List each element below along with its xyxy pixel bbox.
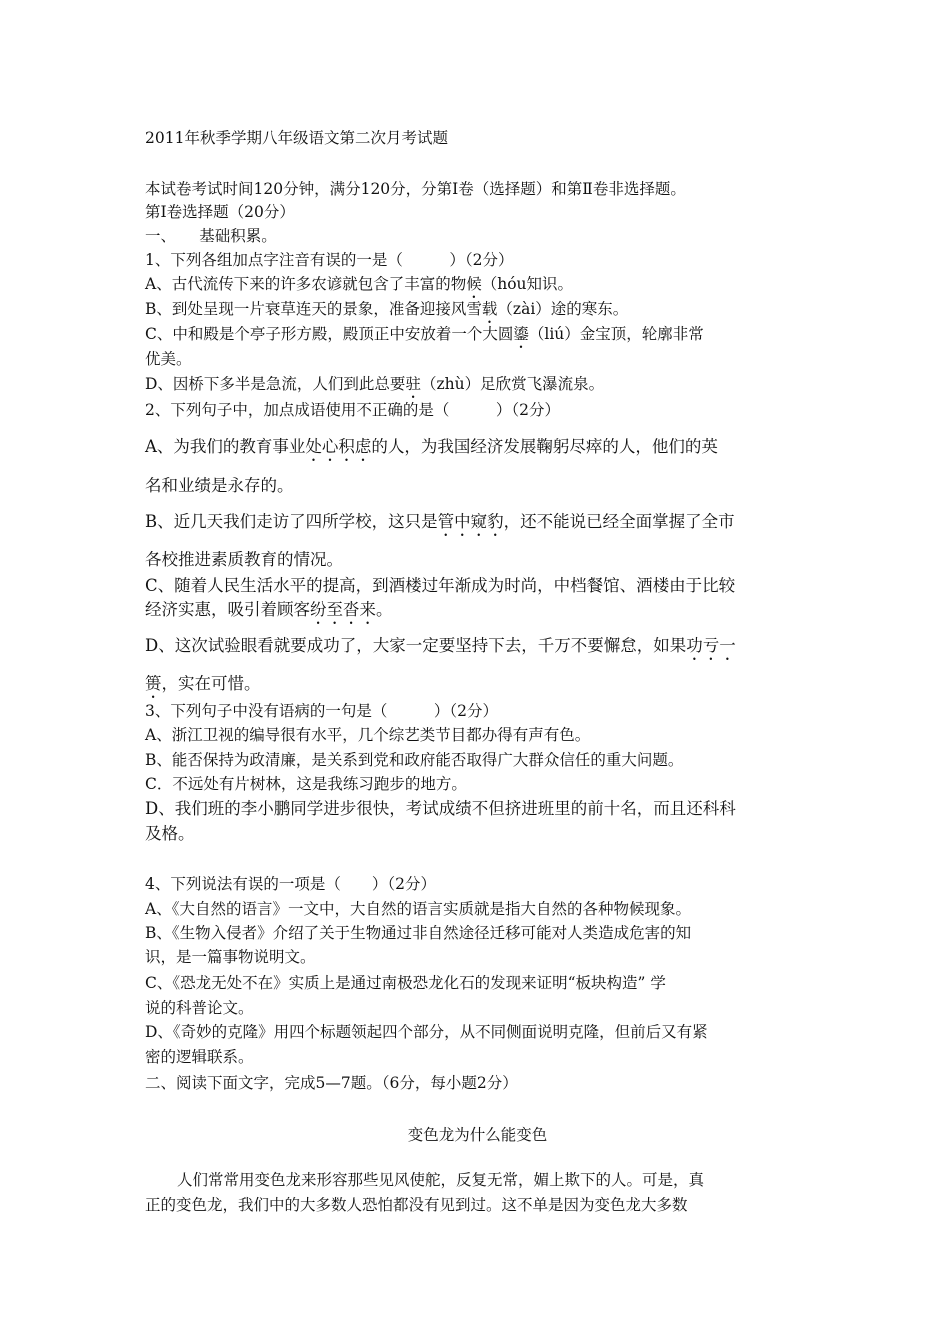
q4-option-c-cont: 说的科普论文。 (145, 999, 254, 1017)
q2-option-a: A、为我们的教育事业处心积虑的人，为我国经济发展鞠躬尽瘁的人，他们的英 (145, 437, 718, 456)
q2-option-b-cont: 各校推进素质教育的情况。 (145, 550, 343, 569)
exam-intro: 本试卷考试时间120分钟，满分120分，分第Ⅰ卷（选择题）和第Ⅱ卷非选择题。 (145, 180, 686, 198)
article-paragraph-line: 人们常常用变色龙来形容那些见风使舵，反复无常，媚上欺下的人。可是，真 (177, 1171, 705, 1189)
part1-heading: 第Ⅰ卷选择题（20分） (145, 203, 295, 221)
q2-option-c: C、随着人民生活水平的提高，到酒楼过年渐成为时尚，中档餐馆、酒楼由于比较 (145, 576, 736, 595)
q4-option-c: C、《恐龙无处不在》实质上是通过南极恐龙化石的发现来证明“板块构造” 学 (145, 974, 666, 992)
q2-stem: 2、下列句子中，加点成语使用不正确的是（ ）（2分） (145, 401, 560, 419)
q1-option-c: C、中和殿是个亭子形方殿，殿顶正中安放着一个大圆鎏（liú）金宝顶，轮廓非常 (145, 325, 704, 343)
q3-option-b: B、能否保持为政清廉，是关系到党和政府能否取得广大群众信任的重大问题。 (145, 751, 684, 769)
q1-option-c-cont: 优美。 (145, 350, 192, 368)
q4-option-d-cont: 密的逻辑联系。 (145, 1048, 254, 1066)
q4-stem: 4、下列说法有误的一项是（ ）（2分） (145, 875, 436, 893)
article-title: 变色龙为什么能变色 (407, 1126, 548, 1144)
q1-stem: 1、下列各组加点字注音有误的一是（ ）（2分） (145, 251, 514, 269)
q2-option-d-cont: 篑，实在可惜。 (145, 674, 261, 693)
q3-option-d: D、我们班的李小鹏同学进步很快，考试成绩不但挤进班里的前十名，而且还科科 (145, 799, 736, 818)
q2-option-c-cont: 经济实惠，吸引着顾客纷至沓来。 (145, 600, 393, 619)
q3-stem: 3、下列句子中没有语病的一句是（ ）（2分） (145, 702, 498, 720)
q4-option-a: A、《大自然的语言》一文中，大自然的语言实质就是指大自然的各种物候现象。 (145, 900, 691, 918)
q4-option-b: B、《生物入侵者》介绍了关于生物通过非自然途径迁移可能对人类造成危害的知 (145, 924, 692, 942)
q3-option-a: A、浙江卫视的编导很有水平，几个综艺类节目都办得有声有色。 (145, 726, 591, 744)
q2-option-d: D、这次试验眼看就要成功了，大家一定要坚持下去，千万不要懈怠，如果功亏一 (145, 636, 736, 655)
section1-heading: 一、 基础积累。 (145, 227, 277, 245)
q3-option-c: C．不远处有片树林，这是我练习跑步的地方。 (145, 775, 467, 793)
section2-heading: 二、阅读下面文字，完成5—7题。（6分，每小题2分） (145, 1074, 518, 1092)
exam-title: 2011年秋季学期八年级语文第二次月考试题 (145, 129, 448, 147)
article-paragraph-line: 正的变色龙，我们中的大多数人恐怕都没有见到过。这不单是因为变色龙大多数 (145, 1196, 688, 1214)
q1-option-d: D、因桥下多半是急流，人们到此总要驻（zhù）足欣赏飞瀑流泉。 (145, 375, 605, 393)
q3-option-d-cont: 及格。 (145, 824, 195, 843)
q2-option-a-cont: 名和业绩是永存的。 (145, 476, 294, 495)
q4-option-b-cont: 识，是一篇事物说明文。 (145, 948, 316, 966)
q1-option-b: B、到处呈现一片衰草连天的景象，准备迎接风雪载（zài）途的寒东。 (145, 300, 629, 318)
q2-option-b: B、近几天我们走访了四所学校，这只是管中窥豹，还不能说已经全面掌握了全市 (145, 512, 735, 531)
q4-option-d: D、《奇妙的克隆》用四个标题领起四个部分，从不同侧面说明克隆，但前后又有紧 (145, 1023, 708, 1041)
q1-option-a: A、古代流传下来的许多农谚就包含了丰富的物候（hóu知识。 (145, 275, 574, 293)
